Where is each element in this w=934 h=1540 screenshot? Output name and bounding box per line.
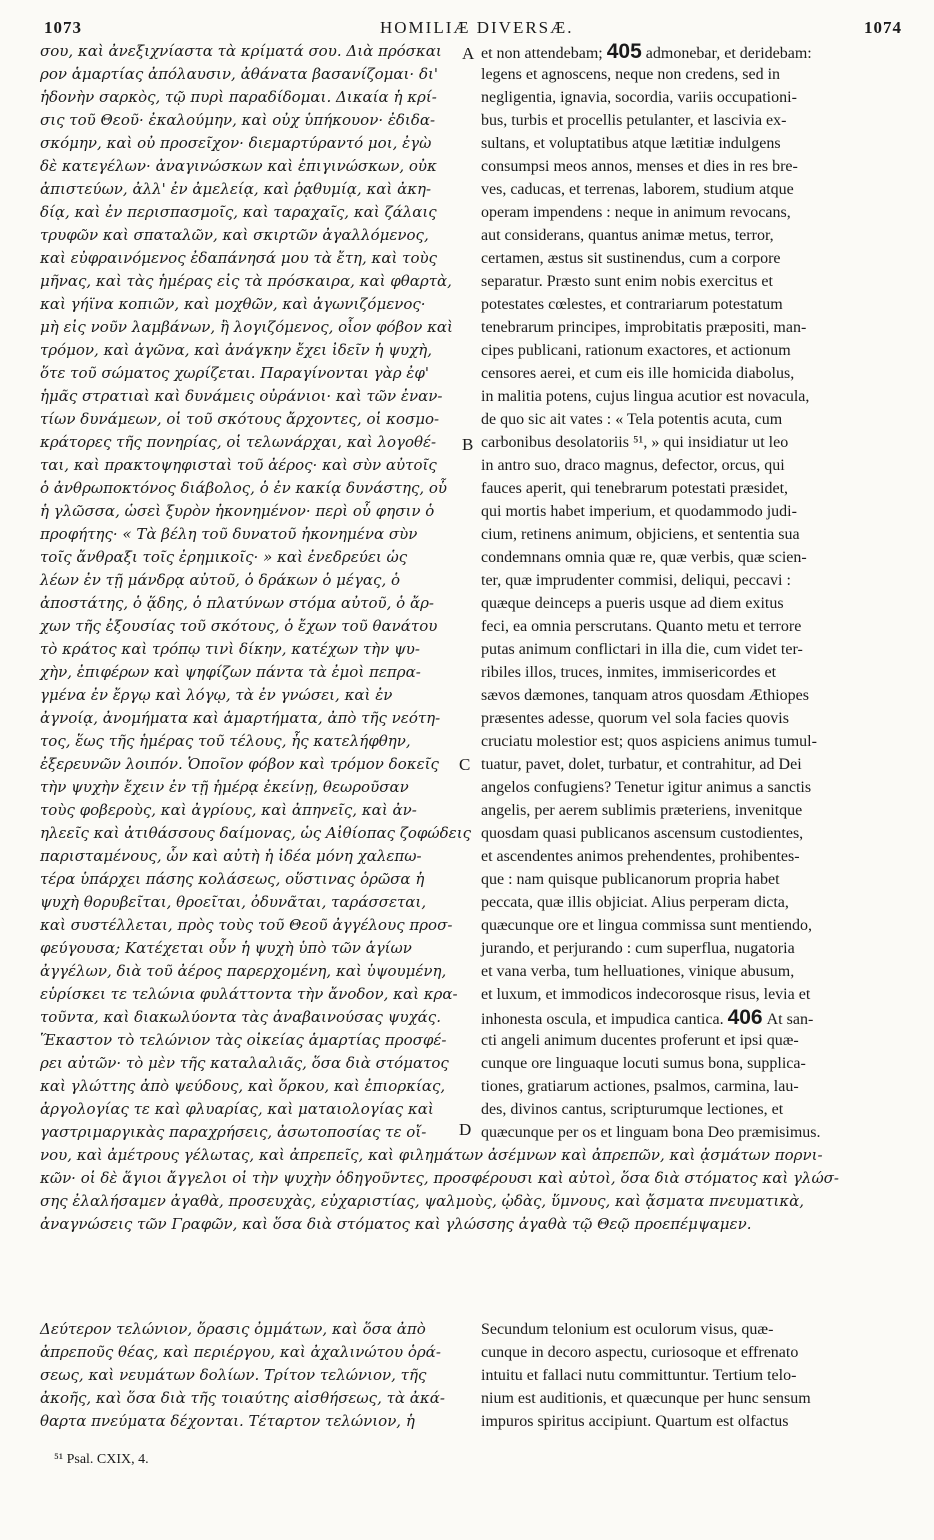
full-width-line: ἀναγνώσεις τῶν Γραφῶν, καὶ ὅσα διὰ στόματος καὶ γλώσσης ἀγαθὰ τῷ Θεῷ προεπέμψαμεν. bbox=[40, 1215, 752, 1233]
greek-line: ὅτε τοῦ σώματος χωρίζεται. Παραγίνονται γὰρ ἐφ' bbox=[40, 364, 429, 382]
greek-line: δὲ κατεγέλων· ἀναγινώσκων καὶ ἐπιγινώσκων, οὐκ bbox=[40, 157, 437, 175]
latin-text: inhonesta oscula, et impudica cantica. bbox=[481, 1011, 724, 1028]
greek-line: λέων ἐν τῇ μάνδρᾳ αὐτοῦ, ὁ δράκων ὁ μέγας, ὁ bbox=[40, 571, 401, 589]
greek-line: τέρα ὑπάρχει πάσης κολάσεως, οὕστινας ὁρῶσα ἡ bbox=[40, 870, 425, 888]
latin-text: cruciatu molestior est; quos aspiciens animus tumul- bbox=[481, 733, 817, 750]
latin-text: des, divinos cantus, scripturumque lectiones, et bbox=[481, 1101, 784, 1118]
latin-text: angelis, per aerem sublimis præteriens, invenitque bbox=[481, 802, 803, 819]
greek-line: κράτορες τῆς πονηρίας, οἱ τελωνάρχαι, καὶ λογοθέ- bbox=[40, 433, 437, 451]
latin-text: quæcunque per os et linguam bona Deo præmisimus. bbox=[481, 1124, 821, 1141]
latin-line bbox=[481, 569, 901, 592]
latin-text: tenebrarum principes, improbitatis præpositi, man- bbox=[481, 319, 807, 336]
latin-line bbox=[481, 707, 901, 730]
latin-text: angelos confugiens? Tenetur igitur animus a sanctis bbox=[481, 779, 812, 796]
greek-line: ηλεεῖς καὶ ἀτιθάσσους δαίμονας, ὡς Αἰθίοπας ζοφώδεις bbox=[40, 824, 472, 842]
latin-line bbox=[481, 960, 901, 983]
greek-line: καὶ γλώττης ἀπὸ ψεύδους, καὶ ὅρκου, καὶ ἐπιορκίας, bbox=[40, 1077, 446, 1095]
margin-letter-b: B bbox=[462, 435, 474, 454]
latin-text: tuatur, pavet, dolet, turbatur, et contrahitur, ad Dei bbox=[481, 756, 802, 773]
latin-text: cti angeli animum ducentes proferunt et ipsi quæ- bbox=[481, 1032, 799, 1049]
greek-line: καὶ εὐφραινόμενος ἐδαπάνησά μου τὰ ἔτη, καὶ τοὺς bbox=[40, 249, 438, 267]
greek-line: ἀποστάτης, ὁ ᾅδης, ὁ πλατύνων στόμα αὐτοῦ, ὁ ἄρ- bbox=[40, 594, 434, 612]
greek-line: ἡδονὴν σαρκὸς, τῷ πυρὶ παραδίδομαι. Δικαία ἡ κρί- bbox=[40, 88, 437, 106]
greek-line: Δεύτερον τελώνιον, ὅρασις ὀμμάτων, καὶ ὅσα ἀπὸ bbox=[40, 1320, 426, 1338]
greek-line: σου, καὶ ἀνεξιχνίαστα τὰ κρίματά σου. Διὰ πρόσκαι bbox=[40, 42, 442, 60]
latin-line bbox=[481, 86, 901, 109]
latin-text: certamen, æstus sit sustinendus, cum a corpore bbox=[481, 250, 781, 267]
greek-line: ἡ γλῶσσα, ὡσεὶ ξυρὸν ἠκονημένον· περὶ οὗ φησιν ὁ bbox=[40, 502, 435, 520]
latin-line bbox=[481, 178, 901, 201]
latin-text: censores aerei, et cum eis ille homicida diabolus, bbox=[481, 365, 795, 382]
latin-text: putas animum conflictari in illa die, cum videt ter- bbox=[481, 641, 803, 658]
greek-line: τοῖς ἄνθραξι τοῖς ἐρημικοῖς· » καὶ ἐνεδρεύει ὡς bbox=[40, 548, 408, 566]
greek-line: καὶ συστέλλεται, πρὸς τοὺς τοῦ Θεοῦ ἀγγέλους προσ- bbox=[40, 916, 453, 934]
latin-text: ves, caducas, et terrenas, laborem, studium atque bbox=[481, 181, 794, 198]
greek-line: ὁ ἀνθρωποκτόνος διάβολος, ὁ ἐν κακίᾳ δυνάστης, οὗ bbox=[40, 479, 448, 497]
greek-line: ἀπρεποῦς θέας, καὶ περιέργου, καὶ ἀχαλινώτου ὁρά- bbox=[40, 1343, 441, 1361]
greek-line: σεως, καὶ νευμάτων δολίων. Τρίτον τελώνιον, τῆς bbox=[40, 1366, 427, 1384]
latin-text: cium, retinens animum, objiciens, et sententia sua bbox=[481, 526, 800, 543]
running-title: HOMILIÆ DIVERSÆ. bbox=[380, 18, 574, 37]
latin-line bbox=[481, 431, 901, 454]
greek-line: ἡμᾶς στρατιαὶ καὶ δυνάμεις οὐράνιοι· καὶ τῶν ἐναν- bbox=[40, 387, 443, 405]
latin-text: in antro suo, draco magnus, defector, orcus, qui bbox=[481, 457, 785, 474]
greek-line: φεύγουσα; Κατέχεται οὖν ἡ ψυχὴ ὑπὸ τῶν ἁγίων bbox=[40, 939, 412, 957]
latin-line bbox=[481, 500, 901, 523]
latin-line bbox=[481, 63, 901, 86]
latin-text: ribiles illos, truces, inmites, immisericordes et bbox=[481, 664, 777, 681]
latin-text: carbonibus desolatoriis ⁵¹, » qui insidiatur ut leo bbox=[481, 434, 789, 451]
latin-line bbox=[481, 408, 901, 431]
latin-text: cunque ore linguaque locuti sumus bona, supplica- bbox=[481, 1055, 806, 1072]
greek-line: τὸ κράτος καὶ τρόπῳ τινὶ δίκην, κατέχων τὴν ψυ- bbox=[40, 640, 420, 658]
latin-text: quæque deinceps a pueris usque ad diem exitus bbox=[481, 595, 784, 612]
page-marker-405: 405 bbox=[606, 40, 642, 63]
latin-line bbox=[481, 201, 901, 224]
latin-text: et ascendentes animos prehendentes, prohibentes- bbox=[481, 848, 800, 865]
greek-line: μῆνας, καὶ τὰς ἡμέρας εἰς τὰ πρόσκαιρα, καὶ φθαρτὰ, bbox=[40, 272, 452, 290]
full-width-greek bbox=[40, 1167, 902, 1236]
greek-line: τοῦντα, καὶ διακωλύοντα τὰς ἀναβαινούσας ψυχάς. bbox=[40, 1008, 441, 1026]
latin-line bbox=[481, 362, 901, 385]
greek-line: ἐξερευνῶν λοιπόν. Ὁποῖον φόβον καὶ τρόμον δοκεῖς bbox=[40, 755, 439, 773]
greek-line: τρόμον, καὶ ἀγῶνα, καὶ ἀνάγκην ἔχει ἰδεῖν ἡ ψυχὴ, bbox=[40, 341, 433, 359]
latin-text: et non attendebam; bbox=[481, 45, 603, 62]
latin-text: sævos dæmones, tanquam atros quosdam Æthiopes bbox=[481, 687, 809, 704]
greek-line: χων τῆς ἐξουσίας τοῦ σκότους, ὁ ἔχων τοῦ θανάτου bbox=[40, 617, 438, 635]
latin-text: aut considerans, quantus animæ metus, terror, bbox=[481, 227, 774, 244]
latin-text: potestates cœlestes, et contrariarum potestatum bbox=[481, 296, 783, 313]
latin-text: quæcunque ore et lingua commissa sunt mentiendo, bbox=[481, 917, 813, 934]
latin-line bbox=[481, 1052, 901, 1075]
greek-line: ρον ἁμαρτίας ἀπόλαυσιν, ἀθάνατα βασανίζομαι· δι' bbox=[40, 65, 438, 83]
margin-letter-c: C bbox=[459, 755, 471, 774]
latin-text: in malitia potens, cujus lingua acutior est novacula, bbox=[481, 388, 810, 405]
running-header bbox=[0, 0, 934, 44]
latin-text: tiones, gratiarum actiones, psalmos, carmina, lau- bbox=[481, 1078, 799, 1095]
latin-column-continued bbox=[481, 1318, 901, 1433]
latin-line bbox=[481, 316, 901, 339]
greek-line: ται, καὶ πρακτοψηφισταὶ τοῦ ἀέρος· καὶ σὺν αὐτοῖς bbox=[40, 456, 437, 474]
latin-line bbox=[481, 845, 901, 868]
greek-line: τοὺς φοβεροὺς, καὶ ἀγρίους, καὶ ἀπηνεῖς, καὶ ἀν- bbox=[40, 801, 417, 819]
greek-line: θαρτα πνεύματα δέχονται. Τέταρτον τελώνιον, ἡ bbox=[40, 1412, 415, 1430]
greek-line: τὴν ψυχὴν ἔχειν ἐν τῇ ἡμέρᾳ ἐκείνῃ, θεωροῦσαν bbox=[40, 778, 409, 796]
latin-line bbox=[481, 1121, 901, 1144]
latin-text: jurando, et perjurando : cum superflua, nugatoria bbox=[481, 940, 795, 957]
greek-line: τος, ἕως τῆς ἡμέρας τοῦ τέλους, ἧς κατελήφθην, bbox=[40, 732, 411, 750]
latin-text: legens et agnoscens, neque non credens, sed in bbox=[481, 66, 781, 83]
latin-line bbox=[481, 730, 901, 753]
latin-text: que : nam quisque publicanorum propria habet bbox=[481, 871, 780, 888]
greek-line: παρισταμένους, ὧν καὶ αὐτὴ ἡ ἰδέα μόνη χαλεπω- bbox=[40, 847, 422, 865]
latin-text: sultans, et voluptatibus atque lætitiæ indulgens bbox=[481, 135, 781, 152]
greek-line: τρυφῶν καὶ σπαταλῶν, καὶ σκιρτῶν ἀγαλλόμενος, bbox=[40, 226, 429, 244]
latin-text: At san- bbox=[766, 1011, 814, 1028]
greek-line: γμένα ἐν ἔργῳ καὶ λόγῳ, τὰ ἐν γνώσει, καὶ ἐν bbox=[40, 686, 393, 704]
latin-line: cunque in decoro aspectu, curiosoque et effrenato bbox=[481, 1344, 799, 1361]
latin-line bbox=[481, 983, 901, 1006]
latin-line bbox=[481, 891, 901, 914]
full-width-line: σης ἐλαλήσαμεν ἀγαθὰ, προσευχὰς, εὐχαριστίας, ψαλμοὺς, ᾠδὰς, ὕμνους, καὶ ᾄσματα πνευματικὰ, bbox=[40, 1192, 805, 1210]
latin-line bbox=[481, 270, 901, 293]
latin-line bbox=[481, 1075, 901, 1098]
greek-line: εὑρίσκει τε τελώνια φυλάττοντα τὴν ἄνοδον, καὶ κρα- bbox=[40, 985, 458, 1003]
latin-text: peccata, quæ illis objiciat. Alius perperam dicta, bbox=[481, 894, 789, 911]
footnote: ⁵¹ Psal. CXIX, 4. bbox=[54, 1452, 149, 1467]
greek-line: σκόμην, καὶ οὐ προσεῖχον· διεμαρτύραντό μοι, ἐγὼ bbox=[40, 134, 432, 152]
greek-line: μὴ εἰς νοῦν λαμβάνων, ἢ λογιζόμενος, οἷον φόβον καὶ bbox=[40, 318, 453, 336]
latin-text: ter, quæ imprudenter commisi, deliqui, peccavi : bbox=[481, 572, 791, 589]
latin-line bbox=[481, 477, 901, 500]
latin-line bbox=[481, 638, 901, 661]
latin-line bbox=[481, 1098, 901, 1121]
greek-column-continued bbox=[40, 1318, 458, 1433]
greek-line: Ἕκαστον τὸ τελώνιον τὰς οἰκείας ἁμαρτίας προσφέ- bbox=[40, 1031, 447, 1049]
latin-line bbox=[481, 385, 901, 408]
latin-text: fauces aperit, qui tenebrarum potestati præsidet, bbox=[481, 480, 789, 497]
greek-line: ἀγνοίᾳ, ἀνομήματα καὶ ἁμαρτήματα, ἀπὸ τῆς νεότη- bbox=[40, 709, 441, 727]
latin-text: quosdam quasi publicanos ascensum custodientes, bbox=[481, 825, 804, 842]
latin-text: de quo sic ait vates : « Tela potentis acuta, cum bbox=[481, 411, 783, 428]
latin-line bbox=[481, 822, 901, 845]
latin-line: intuitu et fallaci nutu committuntur. Tertium telo- bbox=[481, 1367, 797, 1384]
latin-line bbox=[481, 937, 901, 960]
latin-text: et luxum, et immodicos indecorosque risus, levia et bbox=[481, 986, 811, 1003]
latin-text: bus, turbis et procellis petulanter, et lascivia ex- bbox=[481, 112, 787, 129]
greek-line: ἀκοῆς, καὶ ὅσα διὰ τῆς τοιαύτης αἰσθήσεως, τὰ ἀκά- bbox=[40, 1389, 445, 1407]
latin-line bbox=[481, 293, 901, 316]
latin-text: cipes publicani, rationum exactores, et actionum bbox=[481, 342, 791, 359]
greek-line: προφήτης· « Τὰ βέλη τοῦ δυνατοῦ ἠκονημένα σὺν bbox=[40, 525, 418, 543]
latin-text: separatur. Præsto sunt enim nobis exercitus et bbox=[481, 273, 773, 290]
margin-letter-d: D bbox=[459, 1120, 472, 1139]
latin-line bbox=[481, 523, 901, 546]
full-width-line: κῶν· οἱ δὲ ἅγιοι ἄγγελοι οἱ τὴν ψυχὴν ὁδηγοῦντες, προσφέρουσι καὶ αὐτοὶ, ὅσα διὰ στόματος καὶ γλώσ- bbox=[40, 1169, 839, 1187]
greek-line: δίᾳ, καὶ ἐν περισπασμοῖς, καὶ ταραχαῖς, καὶ ζάλαις bbox=[40, 203, 437, 221]
latin-text: qui mortis habet imperium, et quodammodo judi- bbox=[481, 503, 797, 520]
greek-line: σις τοῦ Θεοῦ· ἐκαλούμην, καὶ οὐχ ὑπήκουον· ἐδιδα- bbox=[40, 111, 436, 129]
latin-column bbox=[481, 40, 901, 1144]
latin-line bbox=[481, 40, 901, 63]
latin-line bbox=[481, 684, 901, 707]
greek-line: νου, καὶ ἀμέτρους γέλωτας, καὶ ἀπρεπεῖς, καὶ φιλημάτων ἀσέμνων καὶ ἀπρεπῶν, καὶ ᾀσμάτων πορνι- bbox=[40, 1146, 823, 1164]
latin-line bbox=[481, 753, 901, 776]
latin-line bbox=[481, 615, 901, 638]
latin-text: et vana verba, tum helluationes, vinique abusum, bbox=[481, 963, 795, 980]
latin-text: feci, ea omnia perscrutans. Quanto metu et terrore bbox=[481, 618, 802, 635]
latin-line bbox=[481, 109, 901, 132]
greek-line: ἀγγέλων, διὰ τοῦ ἀέρος παρερχομένη, καὶ ὑψουμένη, bbox=[40, 962, 447, 980]
latin-line bbox=[481, 155, 901, 178]
latin-text: negligentia, ignavia, socordia, variis occupationi- bbox=[481, 89, 797, 106]
greek-line: τίων δυνάμεων, οἱ τοῦ σκότους ἄρχοντες, οἱ κοσμο- bbox=[40, 410, 440, 428]
latin-text: admonebar, et deridebam: bbox=[645, 45, 812, 62]
latin-line: impuros spiritus accipiunt. Quartum est olfactus bbox=[481, 1413, 789, 1430]
latin-line bbox=[481, 454, 901, 477]
greek-line: καὶ γήϊνα κοπιῶν, καὶ μοχθῶν, καὶ ἀγωνιζόμενος· bbox=[40, 295, 426, 313]
latin-line: nium est auditionis, et quæcunque per hunc sensum bbox=[481, 1390, 811, 1407]
latin-line: Secundum telonium est oculorum visus, quæ- bbox=[481, 1321, 774, 1338]
latin-line bbox=[481, 592, 901, 615]
latin-text: consumpsi meos annos, menses et dies in res bre- bbox=[481, 158, 798, 175]
latin-text: præsentes adesse, quorum vel sola facies quovis bbox=[481, 710, 789, 727]
latin-text: operam impendens : neque in animum revocans, bbox=[481, 204, 791, 221]
greek-line: ψυχὴ θορυβεῖται, θροεῖται, ὀδυνᾶται, ταράσσεται, bbox=[40, 893, 427, 911]
latin-line bbox=[481, 339, 901, 362]
margin-letter-a: A bbox=[462, 44, 475, 63]
latin-line bbox=[481, 546, 901, 569]
latin-line bbox=[481, 132, 901, 155]
greek-line: χὴν, ἐπιφέρων καὶ ψηφίζων πάντα τὰ ἐμοὶ πεπρα- bbox=[40, 663, 421, 681]
latin-line bbox=[481, 224, 901, 247]
latin-line bbox=[481, 914, 901, 937]
latin-line bbox=[481, 1029, 901, 1052]
right-page-number: 1074 bbox=[864, 18, 902, 37]
greek-line: ρει αὐτῶν· τὸ μὲν τῆς καταλαλιᾶς, ὅσα διὰ στόματος bbox=[40, 1054, 449, 1072]
latin-line bbox=[481, 799, 901, 822]
latin-line bbox=[481, 661, 901, 684]
latin-line bbox=[481, 1006, 901, 1029]
greek-line: ἀργολογίας τε καὶ φλυαρίας, καὶ ματαιολογίας καὶ bbox=[40, 1100, 434, 1118]
latin-line bbox=[481, 868, 901, 891]
greek-line: ἀπιστεύων, ἀλλ' ἐν ἀμελείᾳ, καὶ ῥᾳθυμίᾳ, καὶ ἀκη- bbox=[40, 180, 432, 198]
page-marker-406: 406 bbox=[727, 1006, 763, 1029]
latin-line bbox=[481, 776, 901, 799]
left-page-number: 1073 bbox=[44, 18, 82, 37]
greek-line: γαστριμαργικὰς παραχρήσεις, ἀσωτοποσίας τε οἴ- bbox=[40, 1123, 427, 1141]
latin-text: condemnans omnia quæ re, quæ verbis, quæ scien- bbox=[481, 549, 807, 566]
latin-line bbox=[481, 247, 901, 270]
